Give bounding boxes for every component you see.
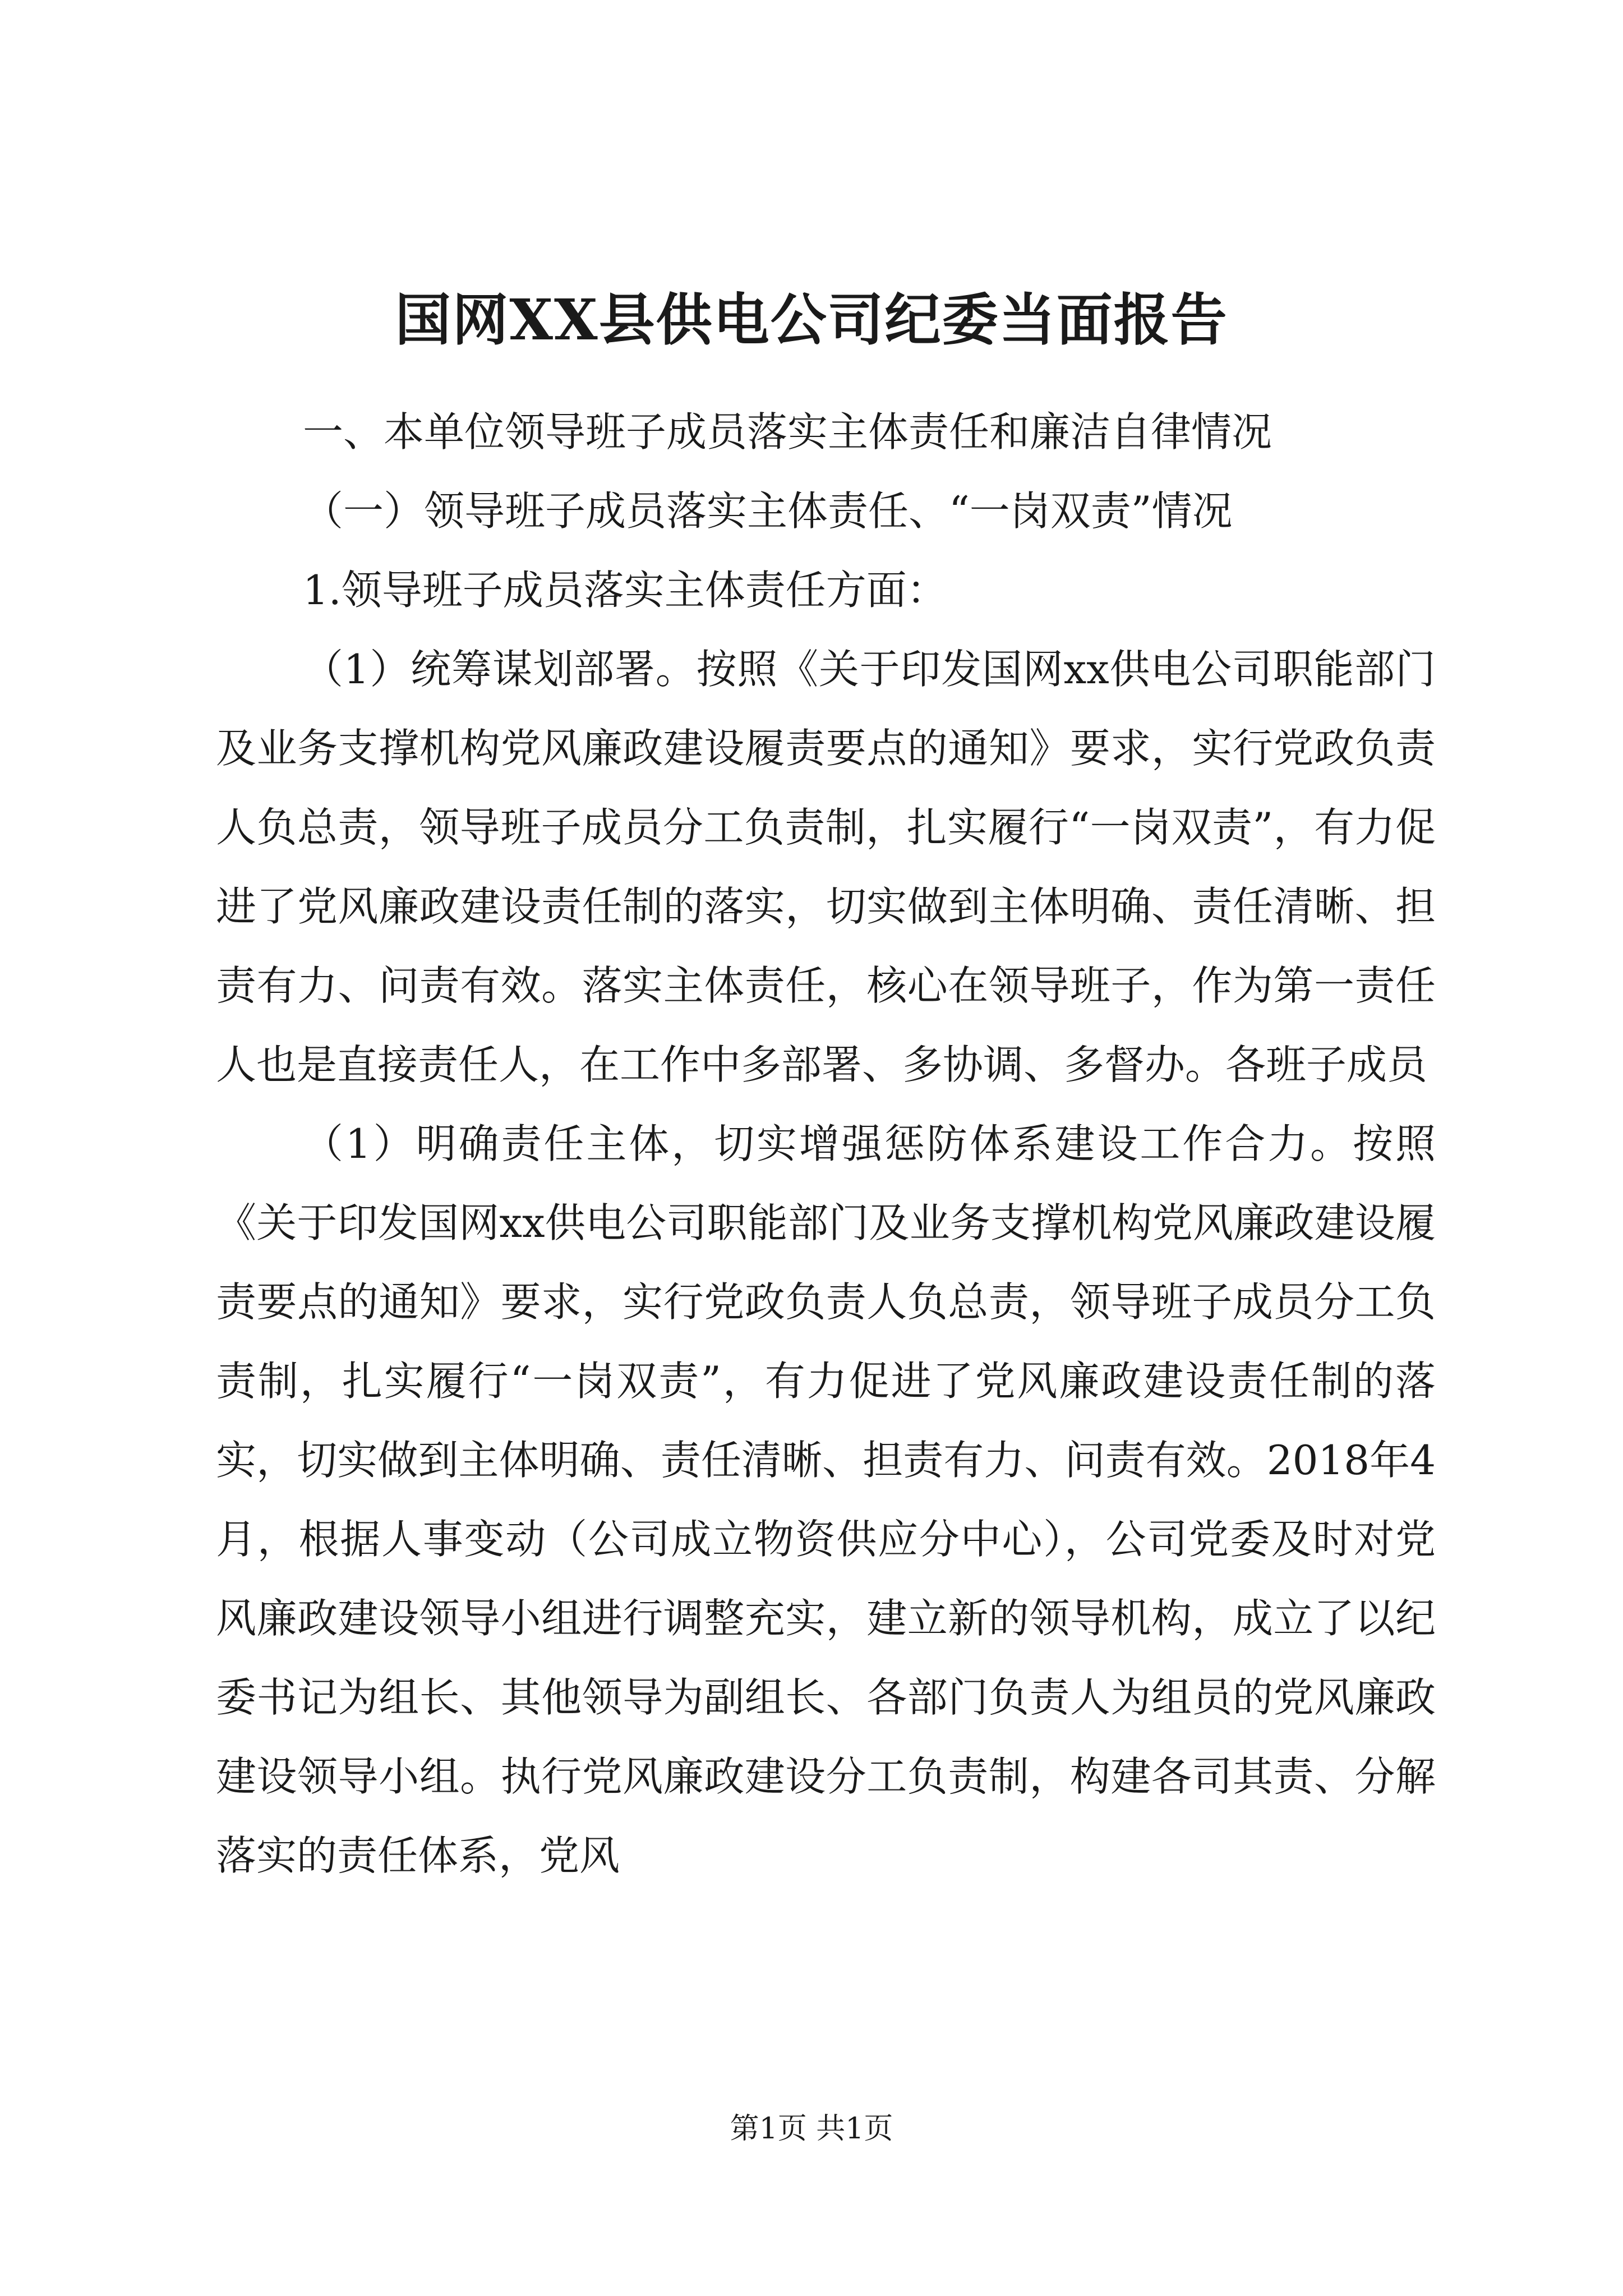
item-heading: 1.领导班子成员落实主体责任方面： (303, 567, 947, 614)
body-paragraph: （1）统筹谋划部署。按照《关于印发国网xx供电公司职能部门及业务支撑机构党风廉政建设履责要点的通知》要求，实行党政负责人负总责，领导班子成员分工负责制，扎实履行“一岗双责”，有力促进了党风廉政建设责任制的落实，切实做到主体明确、责任清晰、担责有力、问责有效。落实主体责任，核心在领导班子，作为第一责任人也是直接责任人，在工作中多部署、多协调、多督办。各班子成员 (216, 646, 1436, 1088)
section-heading: 一、本单位领导班子成员落实主体责任和廉洁自律情况 (303, 408, 1272, 455)
page-number: 第1页 共1页 (730, 2112, 893, 2146)
body-paragraph: （1）明确责任主体，切实增强惩防体系建设工作合力。按照《关于印发国网xx供电公司职能部门及业务支撑机构党风廉政建设履责要点的通知》要求，实行党政负责人负总责，领导班子成员分工负责制，扎实履行“一岗双责”，有力促进了党风廉政建设责任制的落实，切实做到主体明确、责任清晰、担责有力、问责有效。2018年4月，根据人事变动（公司成立物资供应分中心），公司党委及时对党风廉政建设领导小组进行调整充实，建立新的领导机构，成立了以纪委书记为组长、其他领导为副组长、各部门负责人为组员的党风廉政建设领导小组。执行党风廉政建设分工负责制，构建各司其责、分解落实的责任体系，党风 (216, 1120, 1436, 1879)
subsection-heading: （一）领导班子成员落实主体责任、“一岗双责”情况 (303, 487, 1233, 535)
document-body (216, 393, 1436, 1895)
document-title: 国网XX县供电公司纪委当面报告 (395, 287, 1228, 353)
